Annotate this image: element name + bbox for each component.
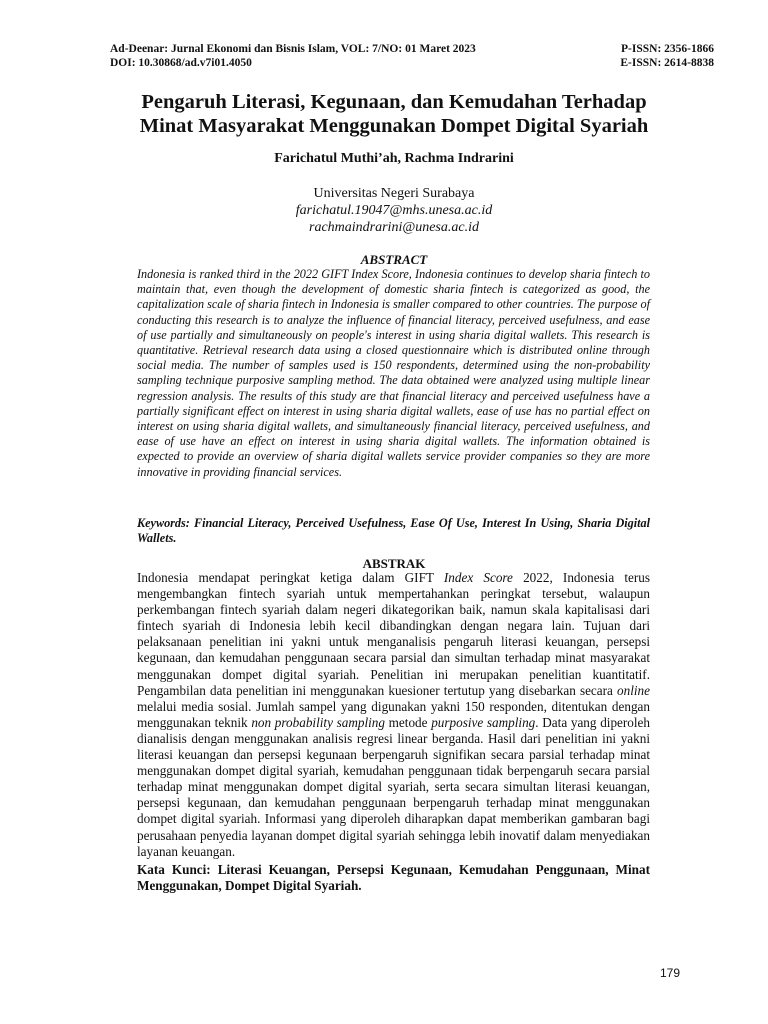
email-2: rachmaindrarini@unesa.ac.id [309,220,479,235]
affiliation: Universitas Negeri Surabaya [313,186,475,201]
affiliation-block [100,185,688,236]
abstrak-part-1: Indonesia mendapat peringkat ketiga dalam GIFT [137,570,444,585]
abstrak-part-4: metode [384,714,432,730]
page-number: 179 [659,966,680,980]
paper-title [100,90,688,138]
abstrak-heading: ABSTRAK [362,556,426,571]
title-line-2: Minat Masyarakat Menggunakan Dompet Digital Syariah [139,115,649,137]
header-row-2 [110,56,714,70]
abstrak-italic-2: online [617,682,650,698]
journal-name: Ad-Deenar: Jurnal Ekonomi dan Bisnis Islam, VOL: 7/NO: 01 Maret 2023 [110,43,476,55]
keywords-english: Keywords: Financial Literacy, Perceived Usefulness, Ease Of Use, Interest In Using, Sharia Digital Wallets. [137,516,650,546]
running-header [110,42,714,70]
abstract-heading: ABSTRACT [360,252,428,267]
abstract-text: Indonesia is ranked third in the 2022 GIFT Index Score, Indonesia continues to develop sharia fintech to maintain that, even though the development of domestic sharia fintech is categorized as good, the capitalization scale of sharia fintech in Indonesia is smaller compared to other countries. The purpose of conducting this research is to analyze the influence of financial literacy, perceived usefulness, and ease of use partially and simultaneously on people's interest in using sharia digital wallets. This research is quantitative. Retrieval research data using a closed questionnaire which is distributed online through social media. The number of samples used is 150 respondents, determined using the non-probability sampling technique purposive sampling method. The data obtained were analyzed using multiple linear regression analysis. The results of this study are that financial literacy and perceived usefulness have a partially significant effect on interest in using sharia digital wallets, ease of use has no partial effect on interest on using sharia digital wallets, and simultaneously financial literacy, perceived usefulness, and ease of use have an effect on interest in using sharia digital wallets. The information obtained is expected to provide an overview of sharia digital wallets service provider companies so they are more innovative in providing financial services. [137,267,650,479]
abstrak-italic-3: non probability sampling [251,714,385,730]
abstrak-part-5: . Data yang diperoleh dianalisis dengan menggunakan analisis regresi linear berganda. Hasil dari penelitian ini yakni literasi keuangan dan persepsi kegunaan berpengaruh signifikan secara parsial terhadap minat menggunakan dompet digital syariah, kemudahan penggunaan tidak berpengaruh secara parsial terhadap minat menggunakan dompet digital syariah, serta secara simultan literasi keuangan, persepsi kegunaan, dan kemudahan penggunaan berpengaruh terhadap minat menggunakan dompet digital syariah. Informasi yang diperoleh diharapkan dapat memberikan gambaran bagi perusahaan penyedia layanan dompet digital syariah sehingga lebih inovatif dalam menyediakan layanan keuangan. [137,714,650,859]
abstrak-part-3: melalui media sosial. Jumlah sampel yang digunakan yakni 150 responden, ditentukan dengan menggunakan teknik [137,698,650,730]
header-row-1 [110,42,714,56]
eissn: E-ISSN: 2614-8838 [620,57,714,69]
title-line-1: Pengaruh Literasi, Kegunaan, dan Kemudahan Terhadap [141,91,647,113]
abstrak-part-2: 2022, Indonesia terus mengembangkan fintech syariah untuk mempertahankan peringkat tersebut, walaupun perkembangan fintech syariah dalam negeri dikategorikan baik, namun skala kapitalisasi dari fintech syariah di Indonesia lebih kecil dibandingkan dengan negara lain. Tujuan dari pelaksanaan penelitian ini yakni untuk menganalisis pengaruh literasi keuangan, persepsi kegunaan, dan kemudahan penggunaan secara parsial dan simultan terhadap minat masyarakat menggunakan dompet digital syariah. Penelitian ini merupakan penelitian kuantitatif. Pengambilan data penelitian ini menggunakan kuesioner tertutup yang disebarkan secara [137,570,651,698]
abstrak-text [137,570,650,860]
email-1: farichatul.19047@mhs.unesa.ac.id [295,203,493,218]
pissn: P-ISSN: 2356-1866 [621,43,714,55]
doi: DOI: 10.30868/ad.v7i01.4050 [110,57,252,69]
authors: Farichatul Muthi’ah, Rachma Indrarini [274,151,514,166]
abstrak-italic-4: purposive sampling [431,714,536,730]
abstrak-italic-1: Index Score [443,570,513,585]
keywords-indonesian: Kata Kunci: Literasi Keuangan, Persepsi Kegunaan, Kemudahan Penggunaan, Minat Menggunakan, Dompet Digital Syariah. [137,862,650,894]
